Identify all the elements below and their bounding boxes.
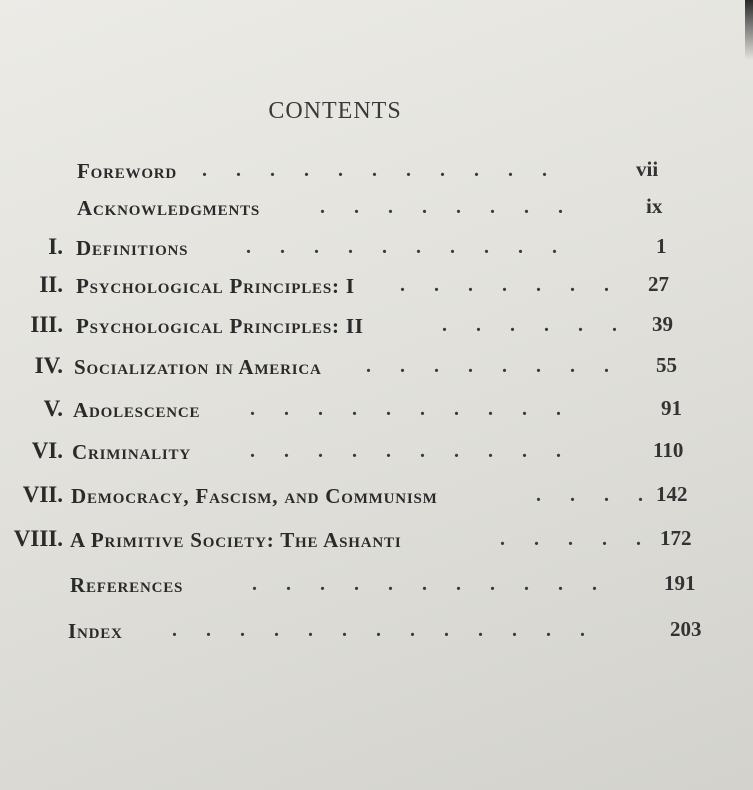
page-number: 172 bbox=[660, 526, 692, 550]
entry-title: References bbox=[70, 573, 184, 597]
toc-entry-chapter-5[interactable] bbox=[0, 396, 753, 426]
dot-leader: . . . . . . . . bbox=[320, 196, 575, 218]
toc-entry-chapter-1[interactable] bbox=[0, 234, 753, 264]
dot-leader: . . . . . . . . . . bbox=[246, 236, 569, 258]
dot-leader: . . . . . . . . . . bbox=[250, 398, 573, 420]
book-edge-shadow bbox=[745, 0, 753, 60]
entry-title: Foreword bbox=[77, 159, 178, 183]
page-number: 91 bbox=[661, 396, 682, 420]
page-number: 142 bbox=[656, 482, 688, 506]
chapter-number: V. bbox=[43, 396, 63, 421]
entry-title: Psychological Principles: II bbox=[76, 314, 364, 338]
entry-title: Adolescence bbox=[73, 398, 201, 422]
chapter-number: VII. bbox=[22, 482, 63, 507]
chapter-number: II. bbox=[39, 272, 63, 297]
entry-title: Definitions bbox=[76, 236, 189, 260]
page-number: 191 bbox=[664, 571, 696, 595]
contents-heading: CONTENTS bbox=[268, 98, 402, 124]
toc-entry-foreword[interactable] bbox=[0, 157, 753, 187]
chapter-number: I. bbox=[48, 234, 63, 259]
toc-entry-acknowledgments[interactable] bbox=[0, 194, 753, 224]
dot-leader: . . . . . . bbox=[442, 314, 629, 336]
page-number: 203 bbox=[670, 617, 702, 641]
toc-entry-chapter-3[interactable] bbox=[0, 312, 753, 342]
entry-title: Index bbox=[68, 619, 123, 643]
entry-title: Acknowledgments bbox=[77, 196, 261, 220]
chapter-number: IV. bbox=[34, 353, 63, 378]
entry-title: Criminality bbox=[72, 440, 191, 464]
dot-leader: . . . . . . . . bbox=[366, 355, 621, 377]
toc-entry-chapter-2[interactable] bbox=[0, 272, 753, 302]
page-number: 55 bbox=[656, 353, 677, 377]
toc-entry-chapter-8[interactable] bbox=[0, 526, 753, 556]
entry-title: Socialization in America bbox=[74, 355, 322, 379]
dot-leader: . . . . bbox=[536, 484, 655, 506]
page-number: 110 bbox=[653, 438, 684, 462]
chapter-number: VI. bbox=[31, 438, 63, 463]
dot-leader: . . . . . bbox=[500, 528, 653, 550]
toc-entry-references[interactable] bbox=[0, 571, 753, 601]
chapter-number: VIII. bbox=[13, 526, 63, 551]
dot-leader: . . . . . . . . . . bbox=[250, 440, 573, 462]
page-number: 39 bbox=[652, 312, 673, 336]
page-number: 27 bbox=[648, 272, 669, 296]
toc-entry-chapter-6[interactable] bbox=[0, 438, 753, 468]
page-number: vii bbox=[636, 157, 659, 181]
dot-leader: . . . . . . . bbox=[400, 274, 621, 296]
dot-leader: . . . . . . . . . . . . . bbox=[172, 619, 597, 641]
toc-entry-index[interactable] bbox=[0, 617, 753, 647]
entry-title: Psychological Principles: I bbox=[76, 274, 355, 298]
entry-title: Democracy, Fascism, and Communism bbox=[71, 484, 438, 508]
page-number: 1 bbox=[656, 234, 667, 258]
page-number: ix bbox=[646, 194, 663, 218]
dot-leader: . . . . . . . . . . . bbox=[202, 159, 559, 181]
entry-title: A Primitive Society: The Ashanti bbox=[70, 528, 402, 552]
dot-leader: . . . . . . . . . . . bbox=[252, 573, 609, 595]
toc-entry-chapter-4[interactable] bbox=[0, 353, 753, 383]
chapter-number: III. bbox=[30, 312, 63, 337]
toc-entry-chapter-7[interactable] bbox=[0, 482, 753, 512]
